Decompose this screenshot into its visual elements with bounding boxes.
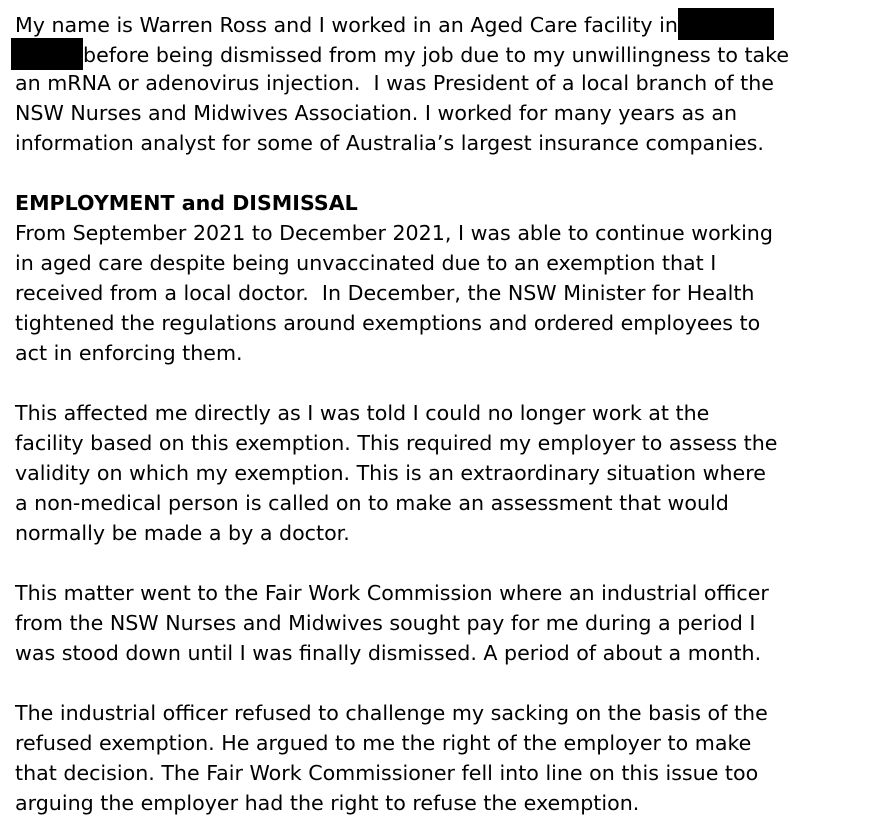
text-line: refused exemption. He argued to me the right of the employer to make — [15, 731, 752, 755]
paragraph-2 — [15, 398, 885, 548]
text-line: This matter went to the Fair Work Commission where an industrial officer — [15, 581, 769, 605]
section-heading: EMPLOYMENT and DISMISSAL — [15, 191, 358, 215]
paragraph-gap — [15, 548, 885, 578]
text-line: a non-medical person is called on to make an assessment that would — [15, 491, 729, 515]
paragraph-gap — [15, 368, 885, 398]
redaction-block — [11, 38, 83, 70]
text-line: facility based on this exemption. This required my employer to assess the — [15, 431, 778, 455]
text-line: tightened the regulations around exemptions and ordered employees to — [15, 311, 761, 335]
text-line: received from a local doctor. In December, the NSW Minister for Health — [15, 281, 755, 305]
intro-paragraph — [15, 8, 885, 158]
paragraph-1 — [15, 218, 885, 368]
paragraph-3 — [15, 578, 885, 668]
text-line: from the NSW Nurses and Midwives sought pay for me during a period I — [15, 611, 756, 635]
text-line: that decision. The Fair Work Commissioner fell into line on this issue too — [15, 761, 759, 785]
text-line: arguing the employer had the right to refuse the exemption. — [15, 791, 640, 815]
text-line: From September 2021 to December 2021, I was able to continue working — [15, 221, 773, 245]
paragraph-gap — [15, 668, 885, 698]
text-line: This affected me directly as I was told I could no longer work at the — [15, 401, 710, 425]
text-line: normally be made a by a doctor. — [15, 521, 350, 545]
text-line: was stood down until I was finally dismissed. A period of about a month. — [15, 641, 762, 665]
intro-line-4: NSW Nurses and Midwives Association. I worked for many years as an — [15, 101, 738, 125]
text-line: in aged care despite being unvaccinated due to an exemption that I — [15, 251, 717, 275]
intro-line-5: information analyst for some of Australia’s largest insurance companies. — [15, 131, 764, 155]
intro-line-3: an mRNA or adenovirus injection. I was President of a local branch of the — [15, 71, 774, 95]
paragraph-4 — [15, 698, 885, 818]
intro-line-2: before being dismissed from my job due to my unwillingness to take — [15, 38, 885, 68]
intro-line-1: My name is Warren Ross and I worked in an Aged Care facility in — [15, 8, 885, 38]
redaction-block — [678, 8, 774, 40]
paragraph-gap — [15, 158, 885, 188]
text-line: act in enforcing them. — [15, 341, 243, 365]
text-line: validity on which my exemption. This is an extraordinary situation where — [15, 461, 766, 485]
document-page — [15, 8, 885, 818]
text-line: The industrial officer refused to challenge my sacking on the basis of the — [15, 701, 768, 725]
